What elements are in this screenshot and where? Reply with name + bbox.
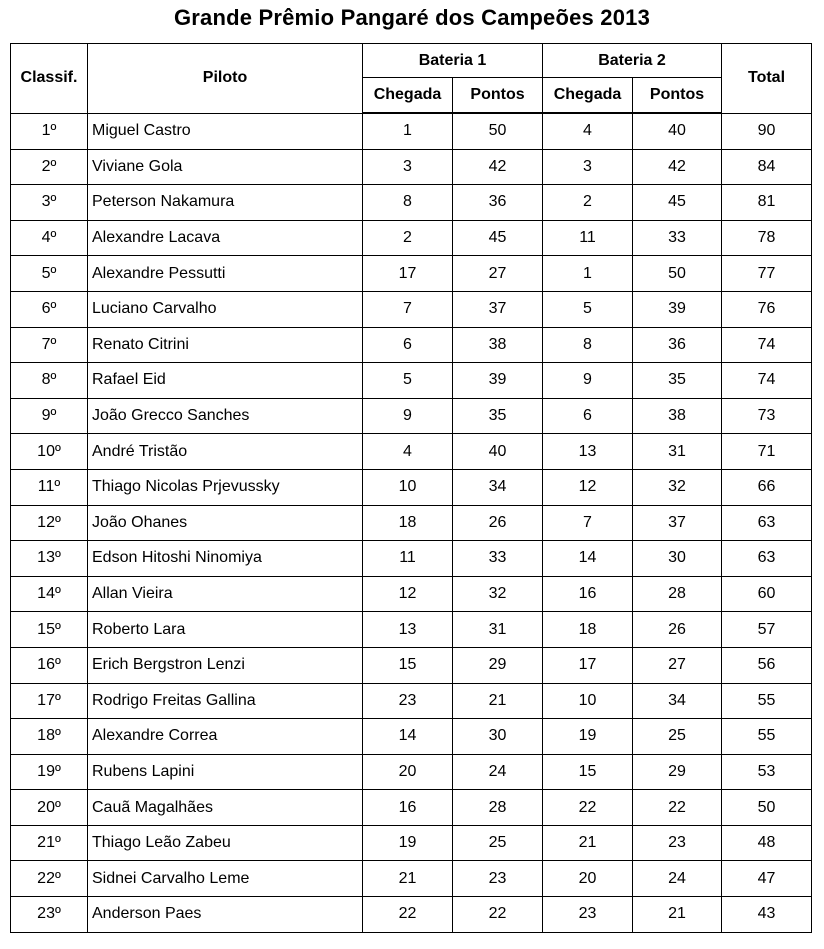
table-row [11,469,812,505]
header-pontos-2: Pontos [633,78,722,114]
bateria-1-chegada-cell: 8 [363,185,453,221]
table-row [11,541,812,577]
bateria-1-pontos-cell: 35 [453,398,543,434]
results-table [10,43,812,933]
bateria-1-pontos-cell: 21 [453,683,543,719]
bateria-2-chegada-cell: 21 [543,825,633,861]
table-row [11,825,812,861]
bateria-2-pontos-cell: 45 [633,185,722,221]
position-cell: 10º [11,434,88,470]
bateria-1-chegada-cell: 1 [363,113,453,149]
total-cell: 78 [722,220,812,256]
bateria-2-pontos-cell: 24 [633,861,722,897]
total-cell: 57 [722,612,812,648]
table-row [11,327,812,363]
driver-name-cell: Edson Hitoshi Ninomiya [88,541,363,577]
driver-name-cell: Rafael Eid [88,363,363,399]
table-row [11,398,812,434]
bateria-1-chegada-cell: 17 [363,256,453,292]
bateria-1-pontos-cell: 26 [453,505,543,541]
bateria-1-chegada-cell: 12 [363,576,453,612]
total-cell: 71 [722,434,812,470]
table-row [11,719,812,755]
total-cell: 90 [722,113,812,149]
bateria-2-chegada-cell: 20 [543,861,633,897]
bateria-2-pontos-cell: 38 [633,398,722,434]
bateria-1-pontos-cell: 39 [453,363,543,399]
bateria-1-pontos-cell: 33 [453,541,543,577]
total-cell: 63 [722,505,812,541]
bateria-2-chegada-cell: 9 [543,363,633,399]
bateria-2-pontos-cell: 25 [633,719,722,755]
bateria-2-chegada-cell: 18 [543,612,633,648]
table-row [11,683,812,719]
bateria-1-pontos-cell: 45 [453,220,543,256]
bateria-1-chegada-cell: 21 [363,861,453,897]
table-row [11,612,812,648]
driver-name-cell: Luciano Carvalho [88,291,363,327]
total-cell: 56 [722,647,812,683]
position-cell: 3º [11,185,88,221]
driver-name-cell: João Ohanes [88,505,363,541]
bateria-1-chegada-cell: 2 [363,220,453,256]
header-chegada-1: Chegada [363,78,453,114]
total-cell: 73 [722,398,812,434]
bateria-2-chegada-cell: 10 [543,683,633,719]
bateria-2-pontos-cell: 29 [633,754,722,790]
driver-name-cell: Anderson Paes [88,897,363,933]
position-cell: 11º [11,469,88,505]
header-bateria-2: Bateria 2 [543,44,722,78]
bateria-1-pontos-cell: 25 [453,825,543,861]
driver-name-cell: Allan Vieira [88,576,363,612]
bateria-1-chegada-cell: 5 [363,363,453,399]
header-bateria-1: Bateria 1 [363,44,543,78]
table-row [11,291,812,327]
driver-name-cell: Alexandre Correa [88,719,363,755]
driver-name-cell: Alexandre Pessutti [88,256,363,292]
driver-name-cell: Erich Bergstron Lenzi [88,647,363,683]
position-cell: 6º [11,291,88,327]
bateria-1-pontos-cell: 38 [453,327,543,363]
driver-name-cell: Rodrigo Freitas Gallina [88,683,363,719]
bateria-1-pontos-cell: 36 [453,185,543,221]
bateria-1-pontos-cell: 31 [453,612,543,648]
bateria-1-chegada-cell: 10 [363,469,453,505]
table-row [11,256,812,292]
bateria-1-chegada-cell: 20 [363,754,453,790]
bateria-2-chegada-cell: 22 [543,790,633,826]
table-row [11,434,812,470]
bateria-1-chegada-cell: 7 [363,291,453,327]
bateria-2-chegada-cell: 16 [543,576,633,612]
bateria-2-chegada-cell: 23 [543,897,633,933]
header-classif: Classif. [11,44,88,114]
bateria-1-pontos-cell: 34 [453,469,543,505]
bateria-2-pontos-cell: 26 [633,612,722,648]
position-cell: 2º [11,149,88,185]
bateria-2-chegada-cell: 6 [543,398,633,434]
driver-name-cell: Rubens Lapini [88,754,363,790]
total-cell: 50 [722,790,812,826]
bateria-1-chegada-cell: 18 [363,505,453,541]
bateria-1-chegada-cell: 4 [363,434,453,470]
bateria-2-pontos-cell: 27 [633,647,722,683]
bateria-1-pontos-cell: 23 [453,861,543,897]
bateria-2-chegada-cell: 1 [543,256,633,292]
driver-name-cell: Miguel Castro [88,113,363,149]
bateria-2-chegada-cell: 15 [543,754,633,790]
driver-name-cell: Roberto Lara [88,612,363,648]
position-cell: 12º [11,505,88,541]
bateria-2-pontos-cell: 21 [633,897,722,933]
bateria-1-pontos-cell: 30 [453,719,543,755]
bateria-1-chegada-cell: 13 [363,612,453,648]
total-cell: 47 [722,861,812,897]
bateria-2-pontos-cell: 33 [633,220,722,256]
driver-name-cell: Alexandre Lacava [88,220,363,256]
table-row [11,149,812,185]
total-cell: 74 [722,363,812,399]
total-cell: 55 [722,683,812,719]
driver-name-cell: João Grecco Sanches [88,398,363,434]
bateria-1-pontos-cell: 27 [453,256,543,292]
position-cell: 18º [11,719,88,755]
bateria-1-chegada-cell: 14 [363,719,453,755]
table-row [11,897,812,933]
position-cell: 5º [11,256,88,292]
bateria-2-pontos-cell: 22 [633,790,722,826]
bateria-1-pontos-cell: 42 [453,149,543,185]
driver-name-cell: Peterson Nakamura [88,185,363,221]
bateria-2-pontos-cell: 50 [633,256,722,292]
bateria-1-pontos-cell: 40 [453,434,543,470]
position-cell: 14º [11,576,88,612]
header-piloto: Piloto [88,44,363,114]
bateria-2-chegada-cell: 2 [543,185,633,221]
total-cell: 53 [722,754,812,790]
bateria-2-pontos-cell: 23 [633,825,722,861]
bateria-2-chegada-cell: 12 [543,469,633,505]
bateria-2-pontos-cell: 35 [633,363,722,399]
results-body [11,113,812,932]
table-row [11,861,812,897]
total-cell: 43 [722,897,812,933]
position-cell: 7º [11,327,88,363]
bateria-1-pontos-cell: 50 [453,113,543,149]
bateria-1-chegada-cell: 16 [363,790,453,826]
bateria-2-chegada-cell: 3 [543,149,633,185]
bateria-1-chegada-cell: 3 [363,149,453,185]
position-cell: 8º [11,363,88,399]
position-cell: 20º [11,790,88,826]
total-cell: 60 [722,576,812,612]
bateria-2-pontos-cell: 28 [633,576,722,612]
bateria-1-chegada-cell: 6 [363,327,453,363]
bateria-1-chegada-cell: 22 [363,897,453,933]
page-title: Grande Prêmio Pangaré dos Campeões 2013 [173,5,651,30]
bateria-2-pontos-cell: 40 [633,113,722,149]
total-cell: 55 [722,719,812,755]
total-cell: 76 [722,291,812,327]
total-cell: 84 [722,149,812,185]
position-cell: 9º [11,398,88,434]
header-chegada-2: Chegada [543,78,633,114]
total-cell: 66 [722,469,812,505]
table-row [11,220,812,256]
bateria-2-pontos-cell: 34 [633,683,722,719]
bateria-2-chegada-cell: 7 [543,505,633,541]
table-row [11,754,812,790]
position-cell: 22º [11,861,88,897]
bateria-2-pontos-cell: 36 [633,327,722,363]
bateria-1-chegada-cell: 9 [363,398,453,434]
table-row [11,647,812,683]
position-cell: 21º [11,825,88,861]
table-row [11,790,812,826]
bateria-2-chegada-cell: 5 [543,291,633,327]
total-cell: 77 [722,256,812,292]
table-row [11,576,812,612]
bateria-2-pontos-cell: 37 [633,505,722,541]
bateria-1-chegada-cell: 23 [363,683,453,719]
position-cell: 1º [11,113,88,149]
driver-name-cell: Thiago Nicolas Prjevussky [88,469,363,505]
table-row [11,363,812,399]
total-cell: 63 [722,541,812,577]
header-total: Total [722,44,812,114]
position-cell: 19º [11,754,88,790]
position-cell: 15º [11,612,88,648]
driver-name-cell: Cauã Magalhães [88,790,363,826]
total-cell: 74 [722,327,812,363]
header-pontos-1: Pontos [453,78,543,114]
driver-name-cell: Sidnei Carvalho Leme [88,861,363,897]
bateria-1-pontos-cell: 32 [453,576,543,612]
bateria-2-chegada-cell: 19 [543,719,633,755]
bateria-2-pontos-cell: 30 [633,541,722,577]
bateria-1-pontos-cell: 37 [453,291,543,327]
total-cell: 48 [722,825,812,861]
driver-name-cell: André Tristão [88,434,363,470]
driver-name-cell: Renato Citrini [88,327,363,363]
position-cell: 13º [11,541,88,577]
total-cell: 81 [722,185,812,221]
bateria-1-pontos-cell: 24 [453,754,543,790]
table-row [11,505,812,541]
bateria-2-chegada-cell: 13 [543,434,633,470]
position-cell: 4º [11,220,88,256]
bateria-2-pontos-cell: 39 [633,291,722,327]
bateria-2-chegada-cell: 4 [543,113,633,149]
position-cell: 17º [11,683,88,719]
driver-name-cell: Viviane Gola [88,149,363,185]
bateria-2-chegada-cell: 8 [543,327,633,363]
bateria-2-pontos-cell: 32 [633,469,722,505]
driver-name-cell: Thiago Leão Zabeu [88,825,363,861]
bateria-2-pontos-cell: 31 [633,434,722,470]
bateria-1-pontos-cell: 22 [453,897,543,933]
bateria-2-chegada-cell: 11 [543,220,633,256]
bateria-1-chegada-cell: 19 [363,825,453,861]
position-cell: 23º [11,897,88,933]
bateria-2-chegada-cell: 17 [543,647,633,683]
bateria-1-chegada-cell: 11 [363,541,453,577]
bateria-1-pontos-cell: 28 [453,790,543,826]
position-cell: 16º [11,647,88,683]
table-row [11,185,812,221]
bateria-2-chegada-cell: 14 [543,541,633,577]
table-row [11,113,812,149]
bateria-2-pontos-cell: 42 [633,149,722,185]
bateria-1-chegada-cell: 15 [363,647,453,683]
bateria-1-pontos-cell: 29 [453,647,543,683]
